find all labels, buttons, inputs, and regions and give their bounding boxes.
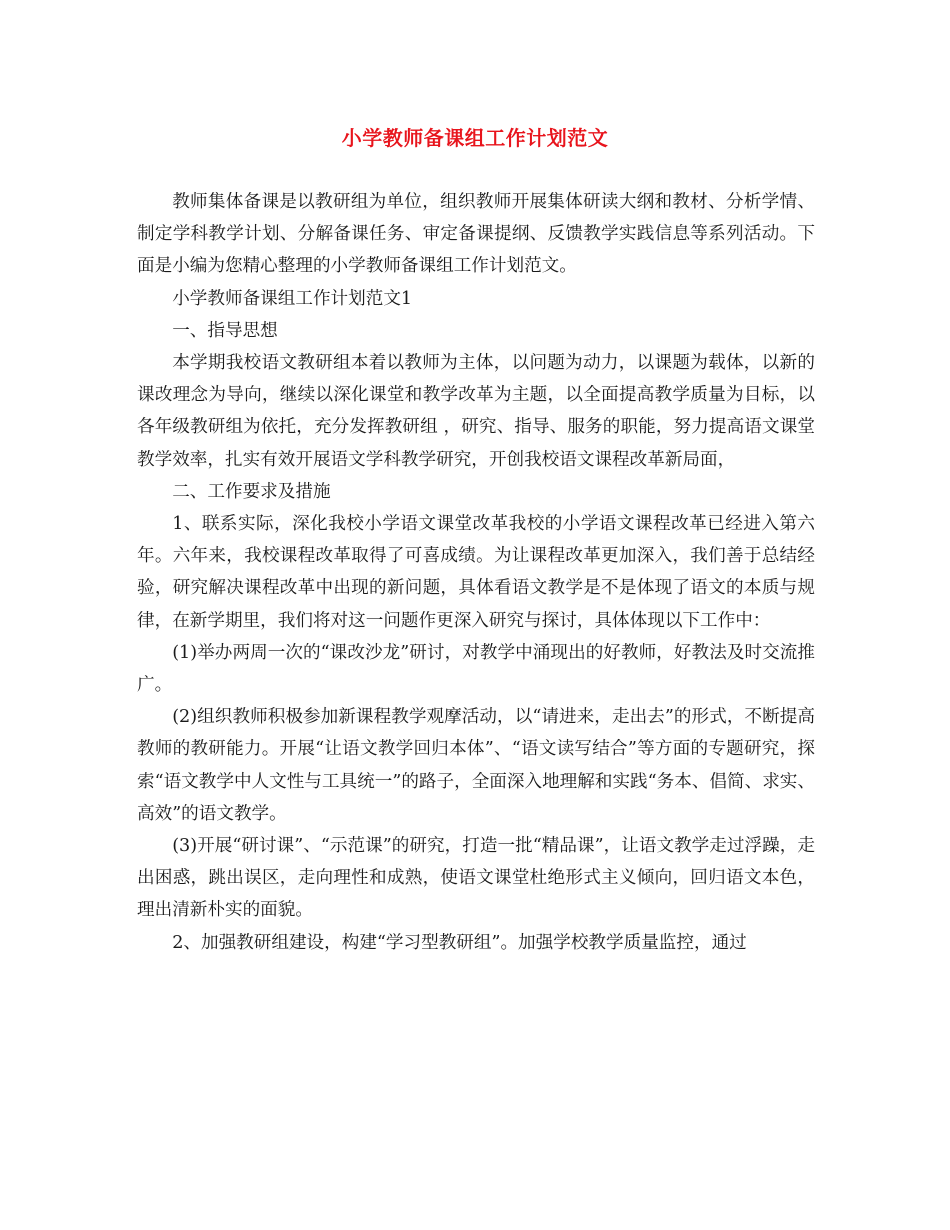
guiding-thought-paragraph: 本学期我校语文教研组本着以教师为主体，以问题为动力，以课题为载体，以新的课改理念为导向，继续以深化课堂和教学改革为主题，以全面提高教学质量为目标，以各年级教研组为依托，充分发挥教研组 ，研究、指导、服务的职能，努力提高语文课堂教学效率，扎实有效开展语文学科教学研究，开创我校语文课程改革新局面， [137, 353, 815, 470]
document-body [137, 186, 815, 959]
document-title: 小学教师备课组工作计划范文 [341, 126, 609, 150]
heading-requirements-measures: 二、工作要求及措施 [172, 481, 331, 502]
intro-paragraph: 教师集体备课是以教研组为单位，组织教师开展集体研读大纲和教材、分析学情、制定学科教学计划、分解备课任务、审定备课提纲、反馈教学实践信息等系列活动。下面是小编为您精心整理的小学教师备课组工作计划范文。 [137, 192, 815, 277]
subitem-2-paragraph: (2)组织教师积极参加新课程教学观摩活动，以“请进来，走出去”的形式，不断提高教师的教研能力。开展“让语文教学回归本体”、“语文读写结合”等方面的专题研究，探索“语文教学中人文性与工具统一”的路子，全面深入地理解和实践“务本、倡简、求实、高效”的语文教学。 [137, 707, 815, 824]
heading-guiding-thought: 一、指导思想 [172, 320, 278, 341]
item-2-paragraph: 2、加强教研组建设，构建“学习型教研组”。加强学校教学质量监控，通过 [172, 932, 747, 953]
subitem-1-paragraph: (1)举办两周一次的“课改沙龙”研讨，对教学中涌现出的好教师，好教法及时交流推广。 [137, 642, 815, 696]
section-title-plan-1: 小学教师备课组工作计划范文1 [172, 288, 413, 309]
item-1-paragraph: 1、联系实际，深化我校小学语文课堂改革我校的小学语文课程改革已经进入第六年。六年来，我校课程改革取得了可喜成绩。为让课程改革更加深入，我们善于总结经验，研究解决课程改革中出现的新问题，具体看语文教学是不是体现了语文的本质与规律，在新学期里，我们将对这一问题作更深入研究与探讨，具体体现以下工作中： [137, 514, 815, 631]
subitem-3-paragraph: (3)开展“研讨课”、“示范课”的研究，打造一批“精品课”，让语文教学走过浮躁，走出困惑，跳出误区，走向理性和成熟，使语文课堂杜绝形式主义倾向，回归语文本色，理出清新朴实的面貌。 [137, 836, 815, 921]
